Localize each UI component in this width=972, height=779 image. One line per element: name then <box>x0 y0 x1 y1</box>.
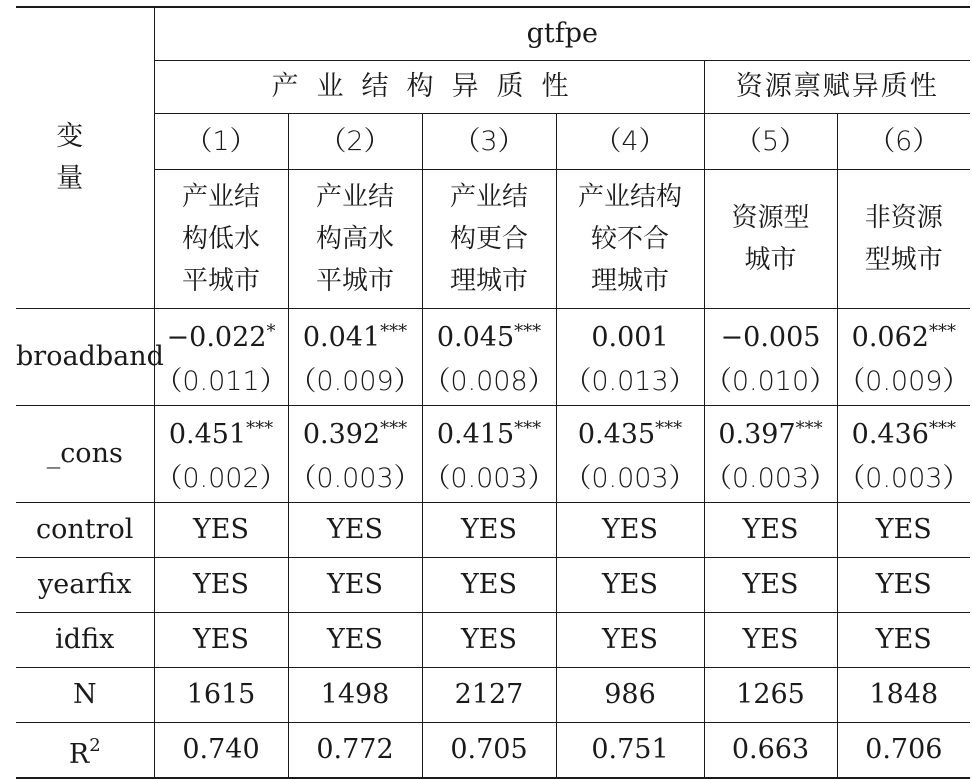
statistic-value-cell <box>288 558 422 613</box>
control-label: yearfix <box>38 569 132 600</box>
group-header-industrial <box>154 61 704 114</box>
column-number-cell <box>837 114 970 170</box>
statistic-value-cell <box>837 723 970 779</box>
coefficient-cell <box>154 406 288 503</box>
column-number: （2） <box>319 125 391 157</box>
control-label: idfix <box>55 624 115 655</box>
statistic-value: YES <box>460 569 518 600</box>
coefficient-value: 0.392 <box>302 419 381 450</box>
statistic-value-cell <box>288 503 422 558</box>
coefficient-cell <box>556 406 704 503</box>
variable-label-cell <box>16 309 164 406</box>
significance-stars: *** <box>514 418 542 439</box>
column-description-line: 平城市 <box>315 266 394 296</box>
variable-label: _cons <box>46 438 123 469</box>
statistic-value: 0.772 <box>316 734 394 765</box>
statistic-value-cell <box>556 503 704 558</box>
significance-stars: *** <box>246 418 274 439</box>
coefficient-value: −0.005 <box>720 322 821 353</box>
coefficient-cell <box>837 406 970 503</box>
standard-error: （0.009） <box>838 366 970 397</box>
column-number-cell <box>704 114 837 170</box>
coefficient-line <box>705 407 837 457</box>
statistic-value-cell <box>154 613 288 668</box>
statistic-label-cell <box>16 503 154 558</box>
coefficient-value: 0.435 <box>577 419 656 450</box>
statistic-value-cell <box>556 558 704 613</box>
statistic-value-cell <box>422 723 556 779</box>
coefficient-cell <box>288 406 422 503</box>
statistic-value-cell <box>288 613 422 668</box>
significance-stars: *** <box>928 418 956 439</box>
statistic-value-cell <box>704 723 837 779</box>
column-description-line: 理城市 <box>590 266 669 296</box>
coefficient-line <box>155 407 288 457</box>
statistic-value-cell <box>422 613 556 668</box>
statistic-value-cell <box>154 503 288 558</box>
column-description-line: 产业结 <box>315 182 394 212</box>
statistic-value-cell <box>704 668 837 723</box>
column-description-line: 资源型 <box>731 203 810 233</box>
column-description-cell <box>422 170 556 309</box>
statistic-value: YES <box>460 624 518 655</box>
coefficient-line <box>423 310 556 360</box>
group-label: 产业结构异质性 <box>271 71 587 102</box>
coefficient-value: 0.045 <box>436 322 515 353</box>
column-description <box>182 176 260 302</box>
statistic-value: YES <box>875 624 932 655</box>
column-description-line: 产业结构 <box>577 182 682 212</box>
r2-label-superscript: 2 <box>89 734 101 756</box>
statistic-value: 1848 <box>869 679 939 710</box>
statistic-value-cell <box>837 558 970 613</box>
coefficient-line <box>557 407 704 457</box>
statistic-value: YES <box>192 569 250 600</box>
statistic-label-cell <box>16 613 154 668</box>
coefficient-value: 0.397 <box>718 419 796 450</box>
column-description <box>731 197 809 281</box>
statistic-value: YES <box>601 624 659 655</box>
statistic-value-cell <box>422 558 556 613</box>
column-number: （1） <box>185 125 257 157</box>
significance-stars: *** <box>928 321 956 342</box>
coefficient-row <box>16 406 970 503</box>
statistic-value-cell <box>704 503 837 558</box>
statistic-row <box>16 613 970 668</box>
statistic-value: YES <box>326 514 384 545</box>
column-description-cell <box>154 170 288 309</box>
n-label: N <box>72 679 97 710</box>
statistic-value: 0.706 <box>865 734 943 765</box>
statistic-value: 0.705 <box>450 734 528 765</box>
significance-stars: *** <box>795 418 823 439</box>
column-description-line: 产业结 <box>181 182 260 212</box>
statistic-label-cell <box>16 723 154 779</box>
statistics-rows <box>16 503 970 779</box>
coefficient-line <box>838 407 971 457</box>
standard-error: （0.010） <box>704 366 837 397</box>
statistic-value-cell <box>837 503 970 558</box>
column-description-line: 产业结 <box>449 182 528 212</box>
column-description <box>865 197 943 281</box>
statistic-value-cell <box>154 723 288 779</box>
statistic-row <box>16 723 970 779</box>
statistic-value-cell <box>422 503 556 558</box>
r2-label-base: R <box>68 738 90 770</box>
standard-error: （0.003） <box>423 463 555 494</box>
group-label: 资源禀赋异质性 <box>735 71 939 102</box>
coefficient-value: 0.451 <box>168 419 247 450</box>
column-description-line: 平城市 <box>181 266 260 296</box>
statistic-value-cell <box>556 668 704 723</box>
group-header-resource <box>704 61 970 114</box>
column-number: （6） <box>868 125 940 157</box>
coefficient-row <box>16 309 970 406</box>
statistic-value: 986 <box>604 679 656 710</box>
column-number-cell <box>422 114 556 170</box>
column-description-cell <box>837 170 970 309</box>
statistic-value: YES <box>601 514 659 545</box>
coefficient-line <box>155 310 288 360</box>
column-description-row <box>16 170 970 309</box>
column-description-cell <box>288 170 422 309</box>
column-number-cell <box>556 114 704 170</box>
standard-error: （0.003） <box>704 463 837 494</box>
statistic-value-cell <box>704 558 837 613</box>
coefficient-cell <box>422 406 556 503</box>
column-description <box>450 176 528 302</box>
coefficient-value: −0.022 <box>166 322 267 353</box>
statistic-value: YES <box>742 624 799 655</box>
coefficient-cell <box>704 406 837 503</box>
group-row <box>16 61 970 114</box>
column-description-line: 型城市 <box>864 245 943 275</box>
significance-stars: *** <box>514 321 542 342</box>
standard-error: （0.003） <box>289 463 421 494</box>
standard-error: （0.008） <box>423 366 555 397</box>
statistic-value: 1498 <box>320 679 390 710</box>
dependent-var-row <box>16 7 970 61</box>
significance-stars: *** <box>380 321 408 342</box>
column-description <box>578 176 682 302</box>
statistic-value: 0.751 <box>591 734 669 765</box>
coefficient-value: 0.415 <box>436 419 515 450</box>
standard-error: （0.003） <box>838 463 970 494</box>
standard-error: （0.011） <box>155 366 287 397</box>
statistic-value: YES <box>742 569 799 600</box>
column-description-line: 非资源 <box>864 203 943 233</box>
statistic-value: YES <box>742 514 799 545</box>
column-description-line: 城市 <box>744 245 797 275</box>
coefficient-line <box>289 310 422 360</box>
coefficient-cell <box>837 309 970 406</box>
coefficient-line <box>705 310 837 360</box>
regression-table <box>16 6 970 779</box>
statistic-value: 0.663 <box>731 734 810 765</box>
dependent-var-label: gtfpe <box>526 18 598 49</box>
statistic-value-cell <box>154 668 288 723</box>
statistic-value-cell <box>837 668 970 723</box>
statistic-value-cell <box>288 723 422 779</box>
statistic-value-cell <box>288 668 422 723</box>
statistic-label-cell <box>16 668 154 723</box>
column-description-cell <box>556 170 704 309</box>
standard-error: （0.009） <box>289 366 421 397</box>
row-header-label: 变 量 <box>56 121 171 194</box>
statistic-value: 2127 <box>454 679 524 710</box>
statistic-value: 1265 <box>736 679 805 710</box>
significance-stars: *** <box>380 418 408 439</box>
dependent-var-cell <box>154 7 970 61</box>
column-number: （5） <box>734 125 807 157</box>
column-description-line: 理城市 <box>449 266 528 296</box>
column-description <box>316 176 394 302</box>
statistic-value: YES <box>875 514 932 545</box>
column-description-cell <box>704 170 837 309</box>
coefficient-line <box>423 407 556 457</box>
statistic-value-cell <box>556 723 704 779</box>
column-description-line: 构低水 <box>181 224 260 254</box>
row-header-cell <box>16 7 171 309</box>
coefficient-cell <box>422 309 556 406</box>
statistic-value: YES <box>326 569 384 600</box>
coefficient-value: 0.062 <box>851 322 929 353</box>
statistic-value-cell <box>556 613 704 668</box>
column-description-line: 构高水 <box>315 224 394 254</box>
coefficient-cell <box>556 309 704 406</box>
statistic-value: YES <box>875 569 932 600</box>
statistic-row <box>16 668 970 723</box>
statistic-value-cell <box>154 558 288 613</box>
statistic-value-cell <box>422 668 556 723</box>
statistic-value-cell <box>837 613 970 668</box>
coefficient-line <box>557 310 704 360</box>
column-description-line: 构更合 <box>449 224 528 254</box>
variable-label-cell <box>16 406 154 503</box>
significance-stars: * <box>266 321 276 342</box>
coefficient-value: 0.436 <box>851 419 929 450</box>
column-number-cell <box>288 114 422 170</box>
standard-error: （0.013） <box>564 366 696 397</box>
statistic-value-cell <box>704 613 837 668</box>
statistic-value: YES <box>460 514 518 545</box>
r2-label <box>68 734 101 770</box>
coefficient-value: 0.041 <box>302 322 381 353</box>
coefficient-rows <box>16 309 970 503</box>
statistic-label-cell <box>16 558 154 613</box>
column-number-cell <box>154 114 288 170</box>
column-number: （3） <box>453 125 525 157</box>
column-description-line: 较不合 <box>590 224 669 254</box>
standard-error: （0.002） <box>155 463 287 494</box>
coefficient-cell <box>154 309 288 406</box>
coefficient-cell <box>704 309 837 406</box>
control-label: control <box>36 514 134 545</box>
statistic-row <box>16 503 970 558</box>
significance-stars: *** <box>655 418 683 439</box>
variable-label: broadband <box>16 341 164 372</box>
statistic-row <box>16 558 970 613</box>
statistic-value: YES <box>326 624 384 655</box>
column-number: （4） <box>594 125 666 157</box>
coefficient-value: 0.001 <box>591 322 669 353</box>
standard-error: （0.003） <box>564 463 696 494</box>
coefficient-line <box>838 310 971 360</box>
statistic-value: 1615 <box>186 679 256 710</box>
coefficient-line <box>289 407 422 457</box>
statistic-value: YES <box>192 514 250 545</box>
statistic-value: 0.740 <box>182 734 260 765</box>
statistic-value: YES <box>192 624 250 655</box>
coefficient-cell <box>288 309 422 406</box>
statistic-value: YES <box>601 569 659 600</box>
